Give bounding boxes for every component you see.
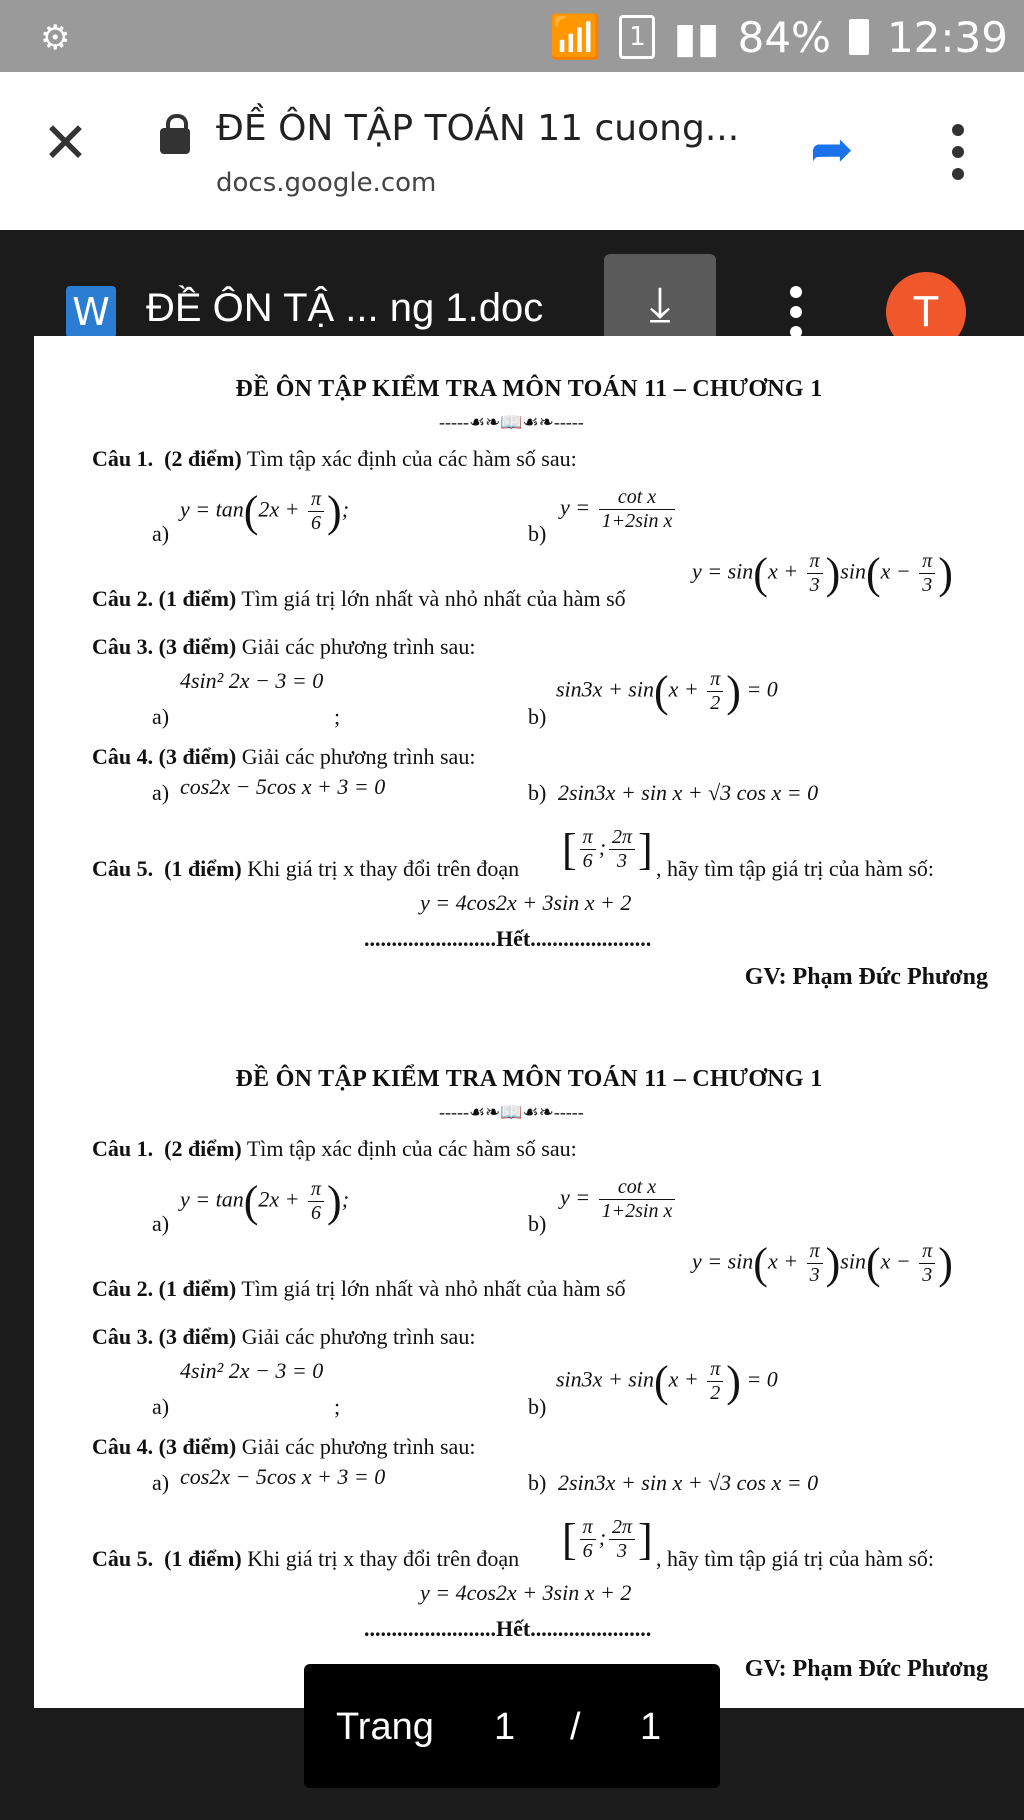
label-b: b) — [528, 704, 547, 729]
interval: [ $\frac{\pi}{6}$ ; $\frac{2\pi}{3}$ ] — [562, 825, 653, 874]
question-4: Câu 4. (3 điểm) Giải các phương trình sau: — [92, 1434, 476, 1459]
label-b: b) — [528, 780, 547, 805]
label-a: a) — [152, 1211, 170, 1236]
formula-3b: sin3x + sin(x + $\frac{\pi}{2}$ ) = 0 — [556, 1357, 778, 1406]
formula-1a: y = tan(2x + $\frac{\pi}{6}$ ); — [180, 1177, 350, 1226]
formula-1a: y = tan(2x + $\frac{\pi}{6}$ ); — [180, 487, 350, 536]
formula-3a: 4sin² 2x − 3 = 0 — [180, 668, 324, 693]
page-separator: / — [570, 1706, 581, 1748]
document-viewer — [0, 230, 1024, 1820]
formula-4a: cos2x − 5cos x + 3 = 0 — [180, 774, 386, 799]
formula-2: y = sin(x + $\frac{\pi}{3}$ )sin(x − $\frac{\pi}{3}$ ) — [692, 1239, 953, 1288]
current-page: 1 — [494, 1706, 516, 1748]
label-b: b) — [528, 1470, 547, 1495]
question-2: Câu 2. (1 điểm) Tìm giá trị lớn nhất và nhỏ nhất của hàm số — [92, 1276, 626, 1301]
end-line: ........................Hết...................... — [364, 926, 652, 951]
interval: [ $\frac{\pi}{6}$ ; $\frac{2\pi}{3}$ ] — [562, 1515, 653, 1564]
exam-copy-2 — [34, 1026, 1024, 1708]
formula-1b: y = $\frac{\text{cot x}}{\text{1+2sin x}}$ — [560, 486, 678, 533]
browser-app-bar — [0, 72, 1024, 230]
label-a: a) — [152, 521, 170, 546]
page-label: Trang — [336, 1706, 434, 1748]
exam-copy-1 — [34, 336, 1024, 1026]
share-icon[interactable]: ➦ — [810, 120, 854, 180]
battery-percent: 84% — [737, 12, 831, 62]
download-icon: ⤓ — [649, 276, 671, 332]
formula-4b: 2sin3x + sin x + √3 cos x = 0 — [558, 780, 819, 805]
separator: ; — [334, 704, 341, 729]
word-file-icon: W — [66, 286, 116, 338]
label-a: a) — [152, 780, 170, 805]
question-3: Câu 3. (3 điểm) Giải các phương trình sau: — [92, 634, 476, 659]
formula-2: y = sin(x + $\frac{\pi}{3}$ )sin(x − $\frac{\pi}{3}$ ) — [692, 549, 953, 598]
teacher-signature: GV: Phạm Đức Phương — [744, 964, 988, 990]
label-b: b) — [528, 521, 547, 546]
document-page[interactable] — [34, 336, 1024, 1708]
status-bar — [0, 0, 1024, 72]
label-b: b) — [528, 1394, 547, 1419]
wifi-icon: 📶 — [549, 12, 602, 61]
formula-1b: y = $\frac{\text{cot x}}{\text{1+2sin x}}$ — [560, 1176, 678, 1223]
label-a: a) — [152, 704, 170, 729]
total-pages: 1 — [640, 1706, 662, 1748]
question-1: Câu 1. (2 điểm) Tìm tập xác định của các hàm số sau: — [92, 446, 577, 471]
formula-4a: cos2x − 5cos x + 3 = 0 — [180, 1464, 386, 1489]
question-5-cont: , hãy tìm tập giá trị của hàm số: — [656, 856, 934, 881]
ornament: -----☙❧📖☙❧----- — [439, 1102, 584, 1122]
battery-icon — [849, 19, 869, 55]
formula-3a: 4sin² 2x − 3 = 0 — [180, 1358, 324, 1383]
label-a: a) — [152, 1394, 170, 1419]
exam-heading: ĐỀ ÔN TẬP KIỂM TRA MÔN TOÁN 11 – CHƯƠNG 1 — [235, 1066, 823, 1092]
question-5: Câu 5. (1 điểm) Khi giá trị x thay đổi trên đoạn — [92, 1546, 520, 1571]
clock: 12:39 — [886, 12, 1008, 62]
ornament: -----☙❧📖☙❧----- — [439, 412, 584, 432]
separator: ; — [334, 1394, 341, 1419]
file-title: ĐỀ ÔN TẬ ... ng 1.doc — [146, 286, 544, 330]
question-2: Câu 2. (1 điểm) Tìm giá trị lớn nhất và nhỏ nhất của hàm số — [92, 586, 626, 611]
formula-4b: 2sin3x + sin x + √3 cos x = 0 — [558, 1470, 819, 1495]
page-url: docs.google.com — [216, 168, 437, 198]
close-icon[interactable]: ✕ — [42, 111, 89, 176]
exam-heading: ĐỀ ÔN TẬP KIỂM TRA MÔN TOÁN 11 – CHƯƠNG 1 — [235, 376, 823, 402]
signal-icon: ▮▮ — [673, 12, 720, 62]
question-5-cont: , hãy tìm tập giá trị của hàm số: — [656, 1546, 934, 1571]
question-3: Câu 3. (3 điểm) Giải các phương trình sau: — [92, 1324, 476, 1349]
sim-icon: 1 — [619, 15, 655, 59]
formula-5: y = 4cos2x + 3sin x + 2 — [420, 1580, 632, 1605]
question-4: Câu 4. (3 điểm) Giải các phương trình sau: — [92, 744, 476, 769]
account-avatar[interactable]: T — [886, 272, 966, 352]
question-5: Câu 5. (1 điểm) Khi giá trị x thay đổi trên đoạn — [92, 856, 520, 881]
label-a: a) — [152, 1470, 170, 1495]
teacher-signature: GV: Phạm Đức Phương — [744, 1656, 988, 1682]
page-title: ĐỀ ÔN TẬP TOÁN 11 cuong... — [216, 108, 740, 149]
formula-5: y = 4cos2x + 3sin x + 2 — [420, 890, 632, 915]
question-1: Câu 1. (2 điểm) Tìm tập xác định của các hàm số sau: — [92, 1136, 577, 1161]
formula-3b: sin3x + sin(x + $\frac{\pi}{2}$ ) = 0 — [556, 667, 778, 716]
label-b: b) — [528, 1211, 547, 1236]
status-icons — [549, 12, 1008, 62]
page-indicator — [304, 1664, 720, 1788]
lock-icon[interactable] — [160, 128, 190, 154]
browser-menu-icon[interactable] — [952, 124, 964, 190]
end-line: ........................Hết...................... — [364, 1616, 652, 1641]
viewer-toolbar — [0, 230, 1024, 334]
notification-icon: ⚙ — [40, 18, 71, 58]
